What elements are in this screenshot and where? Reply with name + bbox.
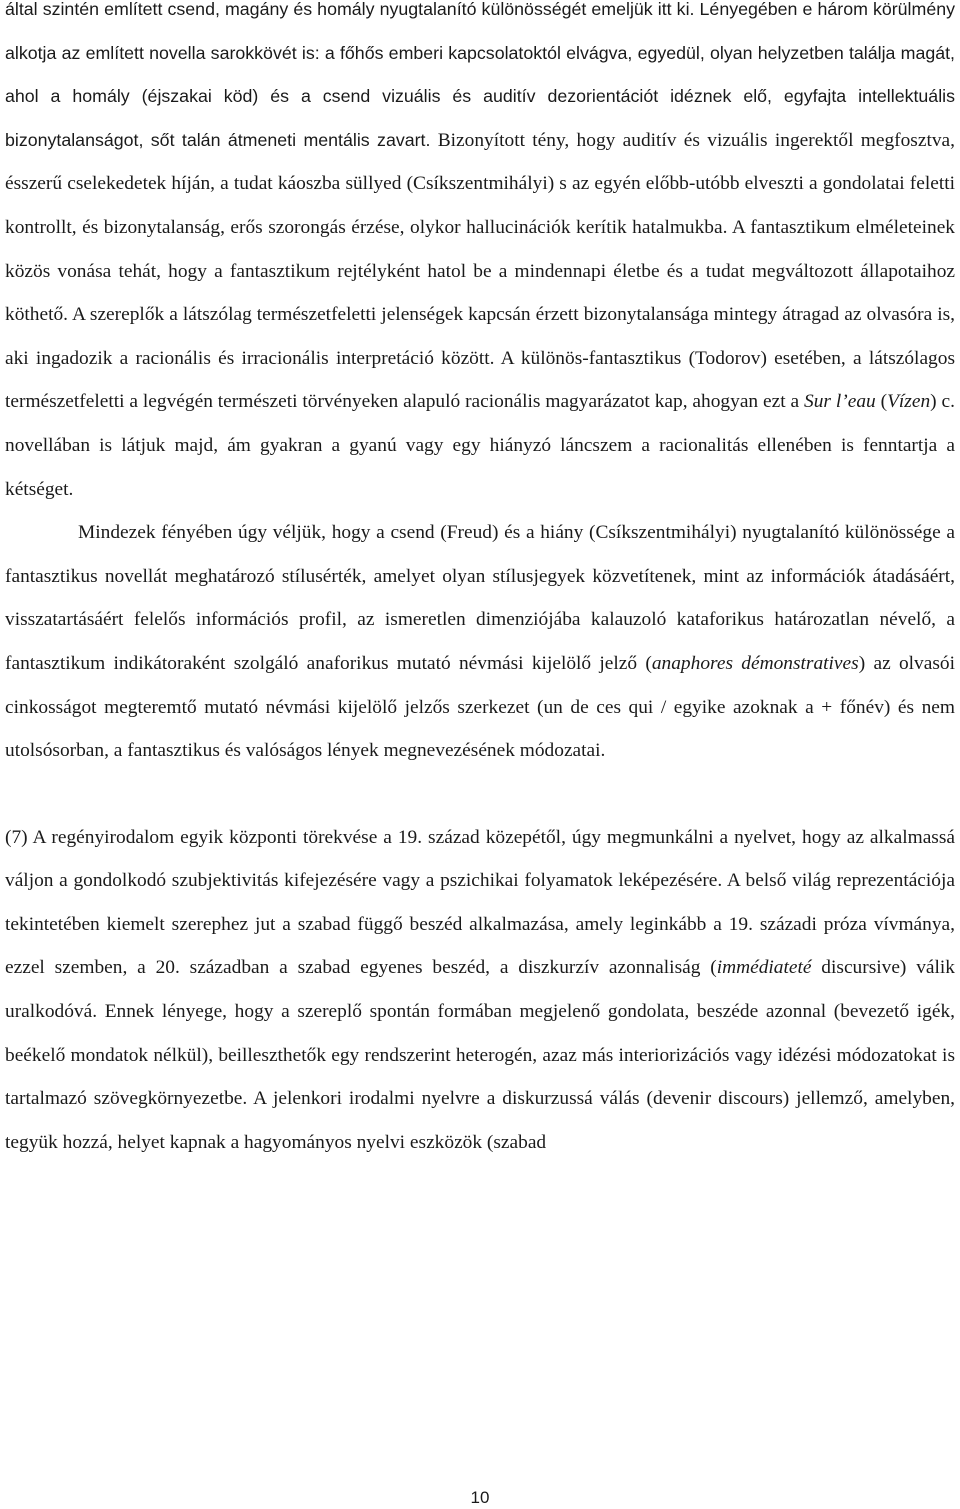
paragraph-2-segment-1: Mindezek fényében úgy véljük, hogy a csend (Freud) és a hiány (Csíkszentmihályi) nyugtalanító különössége a fantasztikus novellát meghatározó stílusérték, amelyet olyan stílusjegyek közvetítenek, mint az információk átadásáért, visszatartásáért felelős információs profil, az ismeretlen dimenziójába kalauzoló kataforikus határozatlan névelő, a fantasztikum indikátoraként szolgáló anaforikus mutató névmási kijelölő jelző ( [5, 522, 955, 674]
term-anaphores-demonstratives: anaphores démonstratives [651, 652, 859, 674]
paragraph-2-segment-3: ) az olvasói cinkosságot megteremtő mutató névmási kijelölő jelzős szerkezet (un de ces qui / egyike azoknak a + főnév) és nem utolsósorban, a fantasztikus és valóságos lények megnevezésének módozatai. [5, 652, 955, 762]
paragraph-3-segment-3: discursive) válik uralkodóvá. Ennek lényege, hogy a szereplő spontán formában megjelenő gondolata, beszéde azonnal (bevezető igék, beékelő mondatok nélkül), beilleszthetők egy rendszerint heterogén, azaz más interiorizációs vagy idézési módozatokat is tartalmazó szövegkörnyezetbe. A jelenkori irodalmi nyelvre a diskurzussá válás (devenir discours) jellemző, amelyben, tegyük hozzá, helyet kapnak a hagyományos nyelvi eszközök (szabad [5, 957, 955, 1153]
paragraph-1-segment-1: által szintén említett csend, magány és homály nyugtalanító különösségét emeljük itt ki. Lényegében e három körülmény alkotja az említett novella sarokkövét is: a főhős emberi kapcsolatoktól elvágva, egyedül, olyan helyzetben találja magát, ahol a homály (éjszakai köd) és a csend vizuális és auditív dezorientációt idéznek elő, egyfajta intellektuális bizonytalanságot, sőt talán átmeneti mentális zavart. [5, 0, 955, 150]
paragraph-3-segment-1: (7) A regényirodalom egyik központi törekvése a 19. század közepétől, úgy megmunkálni a nyelvet, hogy az alkalmassá váljon a gondolkodó szubjektivitás kifejezésére vagy a pszichikai folyamatok leképezésére. A belső világ reprezentációja tekintetében kiemelt szerephez jut a szabad függő beszéd alkalmazása, amely leginkább a 19. századi próza vívmánya, ezzel szemben, a 20. században a szabad egyenes beszéd, a diszkurzív azonnaliság ( [5, 826, 955, 979]
page-number: 10 [470, 1488, 490, 1507]
term-immediatete: immédiateté [716, 957, 812, 979]
paragraph-1 [5, 0, 955, 511]
document-page [5, 0, 955, 1164]
paragraph-2 [5, 511, 955, 773]
paragraph-1-segment-6: ) c. novellában is látjuk majd, ám gyakran a gyanú vagy egy hiányzó láncszem a racionalitás ellenében is fenntartja a kétséget. [5, 391, 955, 500]
title-sur-leau: Sur l’eau [804, 391, 876, 413]
paragraph-3 [5, 816, 955, 1165]
paragraph-1-segment-2: Bizonyított tény, hogy auditív és vizuális ingerektől megfosztva, ésszerű cselekedetek híján, a tudat káoszba süllyed (Csíkszentmihályi) s az egyén előbb-utóbb elveszti a gondolatai feletti kontrollt, és bizonytalanság, erős szorongás érzése, olykor hallucinációk kerítik hatalmukba. A fantasztikum elméleteinek közös vonása tehát, hogy a fantasztikum rejtélyként hatol be a mindennapi életbe és a tudat megváltozott állapotaihoz köthető. A szereplők a látszólag természetfeletti jelenségek kapcsán érzett bizonytalansága mintegy átragad az olvasóra is, aki ingadozik a racionális és irracionális interpretáció között. A különös-fantasztikus (Todorov) esetében, a látszólagos természetfeletti a legvégén természeti törvényeken alapuló racionális magyarázatot kap, ahogyan ezt a [5, 129, 955, 413]
paragraph-1-segment-4: ( [875, 391, 888, 413]
title-vizen: Vízen [887, 391, 931, 413]
